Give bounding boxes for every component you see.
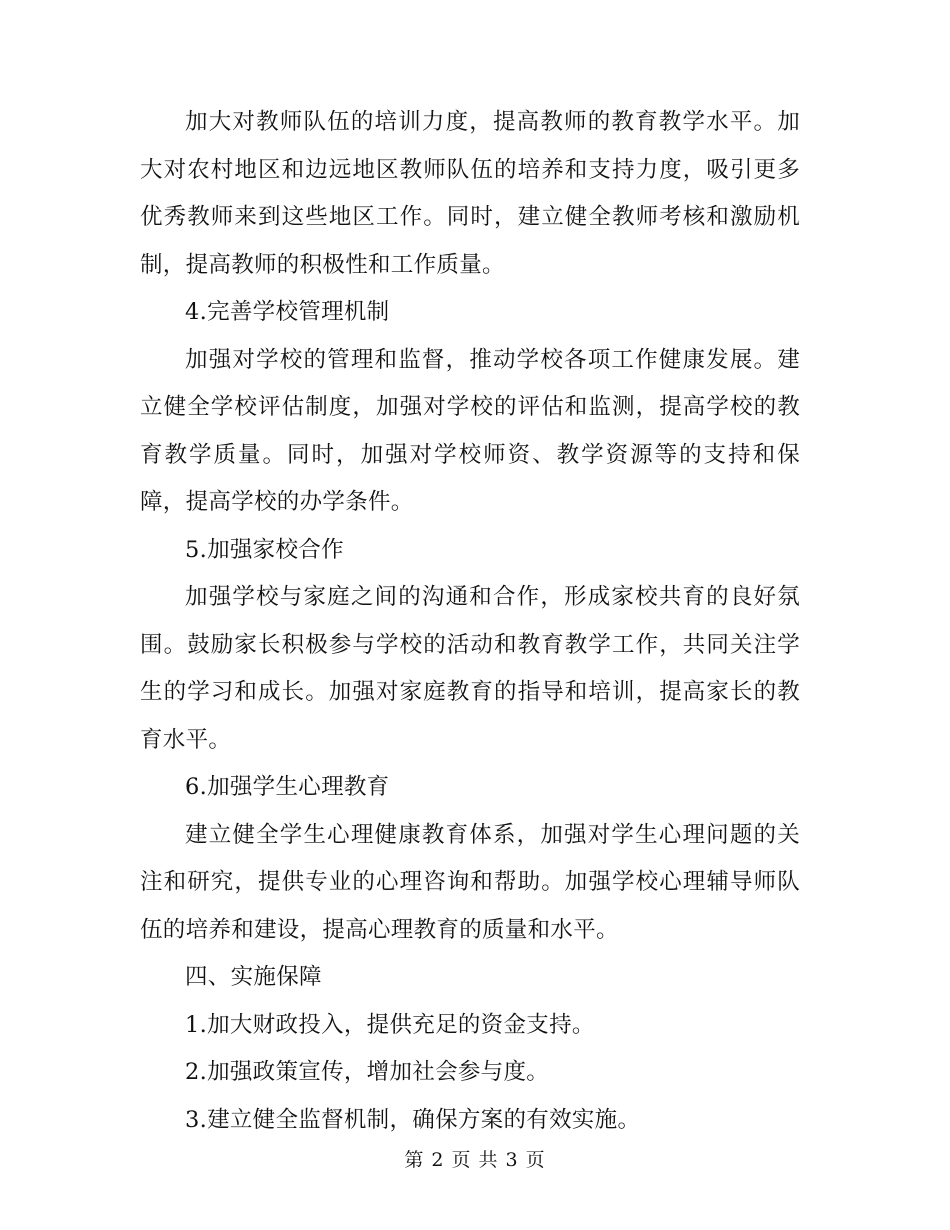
list-item-financial-input: 1.加大财政投入，提供充足的资金支持。 xyxy=(185,1011,595,1038)
heading-home-school-cooperation: 5.加强家校合作 xyxy=(185,536,344,563)
paragraph-student-psychology: 建立健全学生心理健康教育体系，加强对学生心理问题的关注和研究，提供专业的心理咨询和帮助。加强学校心理辅导师队伍的培养和建设，提高心理教育的质量和水平。 xyxy=(140,821,800,943)
list-item-policy-publicity: 2.加强政策宣传，增加社会参与度。 xyxy=(185,1059,550,1085)
paragraph-teacher-training: 加大对教师队伍的培训力度，提高教师的教育教学水平。加大对农村地区和边远地区教师队伍的培养和支持力度，吸引更多优秀教师来到这些地区工作。同时，建立健全教师考核和激励机制，提高教师的积极性和工作质量。 xyxy=(140,109,800,278)
paragraph-home-school-cooperation: 加强学校与家庭之间的沟通和合作，形成家校共育的良好氛围。鼓励家长积极参与学校的活动和教育教学工作，共同关注学生的学习和成长。加强对家庭教育的指导和培训，提高家长的教育水平。 xyxy=(140,584,800,753)
list-item-supervision-mechanism: 3.建立健全监督机制，确保方案的有效实施。 xyxy=(185,1106,641,1133)
heading-implementation-guarantee: 四、实施保障 xyxy=(185,964,322,990)
paragraph-school-management: 加强对学校的管理和监督，推动学校各项工作健康发展。建立健全学校评估制度，加强对学校的评估和监测，提高学校的教育教学质量。同时，加强对学校师资、教学资源等的支持和保障，提高学校的办学条件。 xyxy=(140,346,800,515)
heading-student-psychology: 6.加强学生心理教育 xyxy=(185,774,390,800)
heading-school-management: 4.完善学校管理机制 xyxy=(185,299,390,325)
page-footer xyxy=(0,1146,950,1174)
document-body xyxy=(140,99,800,1144)
page-number-label: 第 2 页 共 3 页 xyxy=(404,1149,546,1171)
